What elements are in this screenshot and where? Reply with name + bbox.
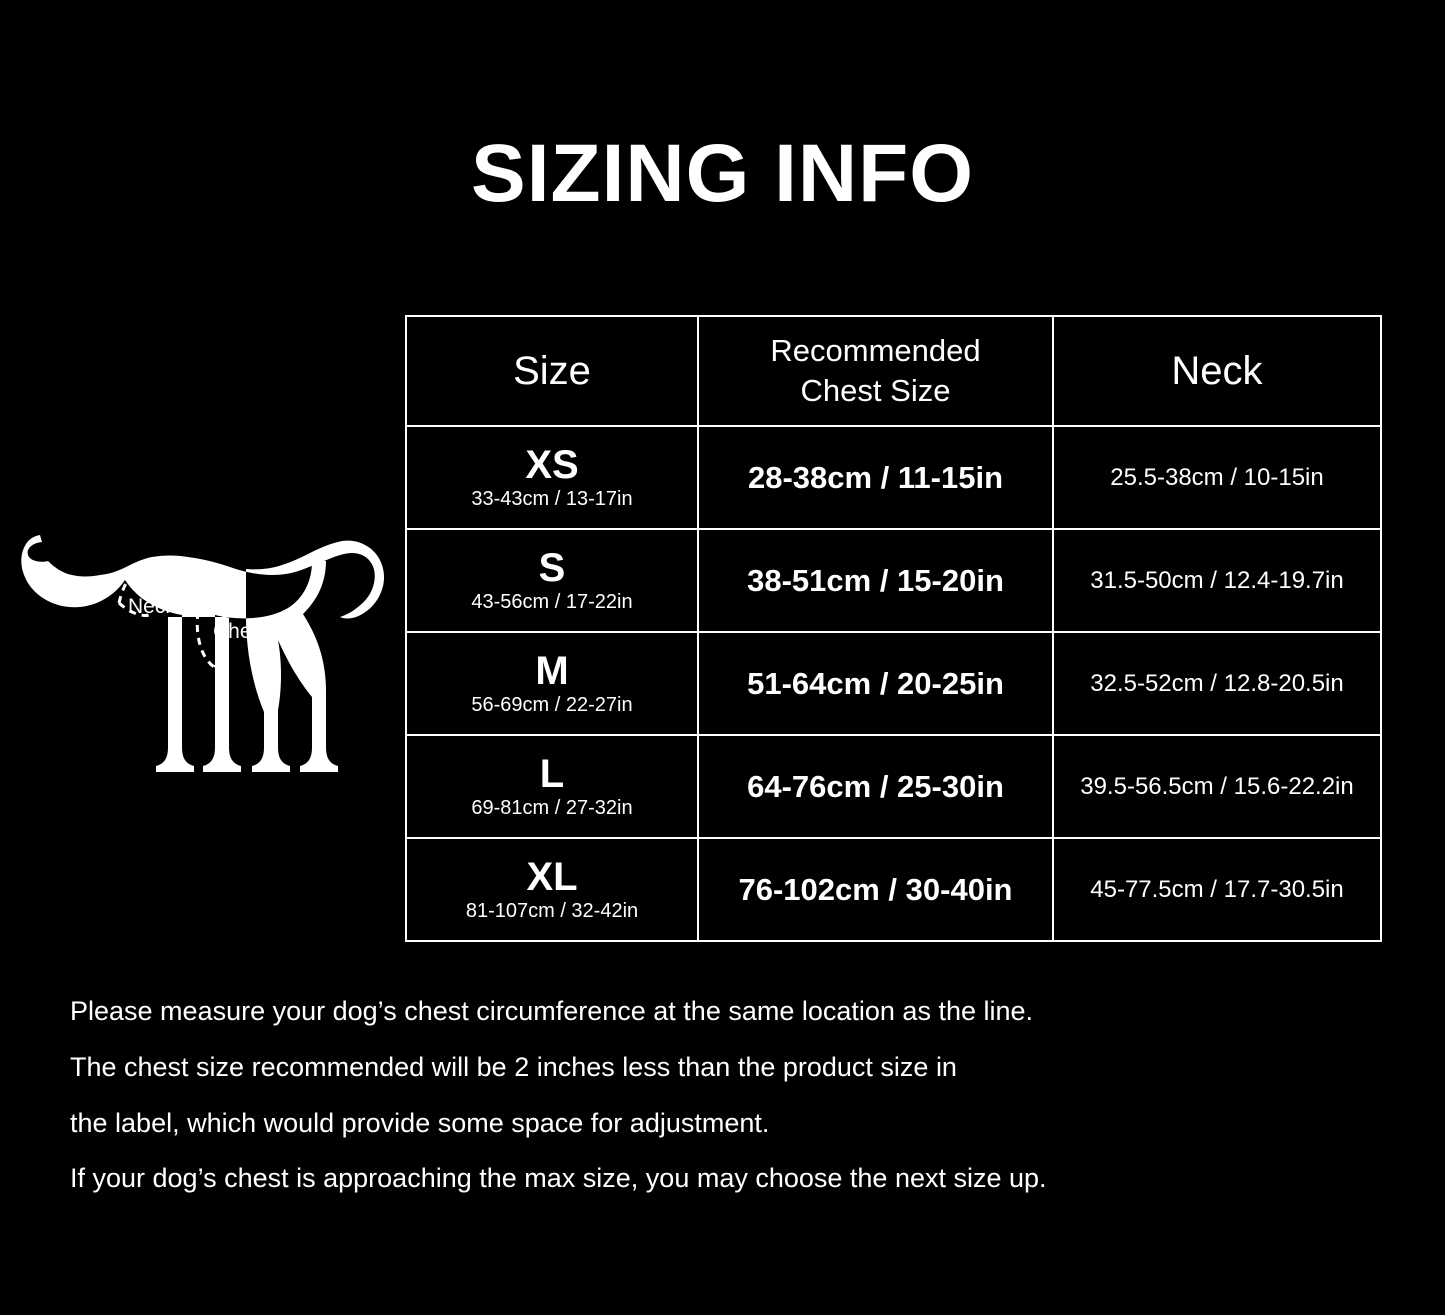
cell-chest: 64-76cm / 25-30in [698,735,1053,838]
cell-size [406,426,698,529]
chest-measurement-label: Chest [213,620,268,643]
size-range: 69-81cm / 27-32in [471,797,633,819]
note-line: The chest size recommended will be 2 inches less than the product size in [70,1051,957,1082]
cell-chest: 76-102cm / 30-40in [698,838,1053,941]
cell-size [406,735,698,838]
neck-measurement-label: Neck [128,595,176,618]
column-header-neck: Neck [1053,316,1381,426]
column-header-chest [698,316,1053,426]
table-row [406,426,1381,529]
cell-neck: 25.5-38cm / 10-15in [1053,426,1381,529]
size-range: 81-107cm / 32-42in [465,900,639,922]
table-row [406,735,1381,838]
table-header-row [406,316,1381,426]
cell-size [406,529,698,632]
cell-size [406,632,698,735]
size-range: 43-56cm / 17-22in [471,591,633,613]
cell-size [406,838,698,941]
notes-section [70,995,1390,1218]
cell-chest: 28-38cm / 11-15in [698,426,1053,529]
table-row [406,632,1381,735]
size-range: 33-43cm / 13-17in [471,488,633,510]
cell-neck: 32.5-52cm / 12.8-20.5in [1053,632,1381,735]
table-row [406,838,1381,941]
size-code: L [539,752,565,796]
cell-neck: 45-77.5cm / 17.7-30.5in [1053,838,1381,941]
column-header-size: Size [406,316,698,426]
dog-illustration [18,495,398,815]
size-code: XS [525,443,579,487]
size-code: XL [526,855,578,899]
size-range: 56-69cm / 22-27in [471,694,633,716]
size-code: S [538,546,566,590]
cell-neck: 39.5-56.5cm / 15.6-22.2in [1053,735,1381,838]
column-header-chest-line1: Recommended [770,332,981,368]
dog-silhouette-icon [18,495,398,795]
cell-chest: 51-64cm / 20-25in [698,632,1053,735]
cell-neck: 31.5-50cm / 12.4-19.7in [1053,529,1381,632]
column-header-chest-line2: Chest Size [800,373,951,408]
note-line: Please measure your dog’s chest circumference at the same location as the line. [70,996,1034,1026]
note-line: the label, which would provide some space for adjustment. [70,1107,770,1138]
note-line: If your dog’s chest is approaching the max size, you may choose the next size up. [70,1163,1047,1194]
sizing-table [405,315,1382,942]
page-title: SIZING INFO [471,127,974,219]
table-row [406,529,1381,632]
size-code: M [535,649,569,693]
cell-chest: 38-51cm / 15-20in [698,529,1053,632]
